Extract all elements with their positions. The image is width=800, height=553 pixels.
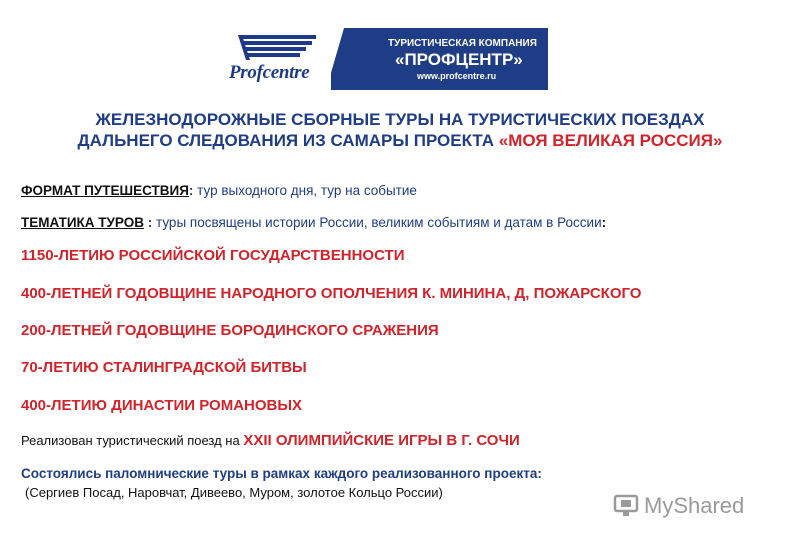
banner-website: www.profcentre.ru [417,71,497,81]
anniversary-item: 400-ЛЕТНЕЙ ГОДОВЩИНЕ НАРОДНОГО ОПОЛЧЕНИЯ К. МИНИНА, Д, ПОЖАРСКОГО [21,285,642,302]
logo-wordmark: Profcentre [229,62,310,83]
olympic-highlight: XXII ОЛИМПИЙСКИЕ ИГРЫ В Г. СОЧИ [243,432,520,449]
format-value: тур выходного дня, тур на событие [197,183,417,198]
olympic-prefix: Реализован туристический поезд на [21,433,244,448]
myshared-logo-icon [612,490,640,518]
banner-slant-decoration [326,28,344,90]
banner-company-name: «ПРОФЦЕНТР» [395,50,523,69]
olympic-row [21,432,520,449]
anniversary-item: 1150-ЛЕТИЮ РОССИЙСКОЙ ГОСУДАРСТВЕННОСТИ [21,247,405,264]
theme-label: ТЕМАТИКА ТУРОВ [21,215,144,230]
theme-row [21,215,606,230]
anniversary-item: 400-ЛЕТИЮ ДИНАСТИИ РОМАНОВЫХ [21,397,303,414]
theme-colon: : [143,215,153,230]
project-name: «МОЯ ВЕЛИКАЯ РОССИЯ» [498,131,723,150]
watermark-text: MyShared [644,493,745,518]
anniversary-item: 70-ЛЕТИЮ СТАЛИНГРАДСКОЙ БИТВЫ [21,359,307,376]
title-line2-text: ДАЛЬНЕГО СЛЕДОВАНИЯ ИЗ САМАРЫ ПРОЕКТА [77,131,499,150]
banner-company-type: ТУРИСТИЧЕСКАЯ КОМПАНИЯ [388,38,537,49]
format-row [21,183,417,198]
format-label: ФОРМАТ ПУТЕШЕСТВИЯ [21,183,189,198]
anniversary-item: 200-ЛЕТНЕЙ ГОДОВЩИНЕ БОРОДИНСКОГО СРАЖЕНИЯ [21,322,439,339]
page-title-line2 [0,131,800,151]
theme-value: туры посвящены истории России, великим событиям и датам в России [156,215,602,230]
pilgrimage-places: (Сергиев Посад, Наровчат, Дивеево, Муром, золотое Кольцо России) [25,485,443,500]
pilgrimage-line1: Состоялись паломнические туры в рамках каждого реализованного проекта: [21,466,542,481]
format-colon: : [188,183,194,198]
page-title-line1: ЖЕЛЕЗНОДОРОЖНЫЕ СБОРНЫЕ ТУРЫ НА ТУРИСТИЧЕСКИХ ПОЕЗДАХ [95,110,705,129]
theme-end: : [601,215,607,230]
